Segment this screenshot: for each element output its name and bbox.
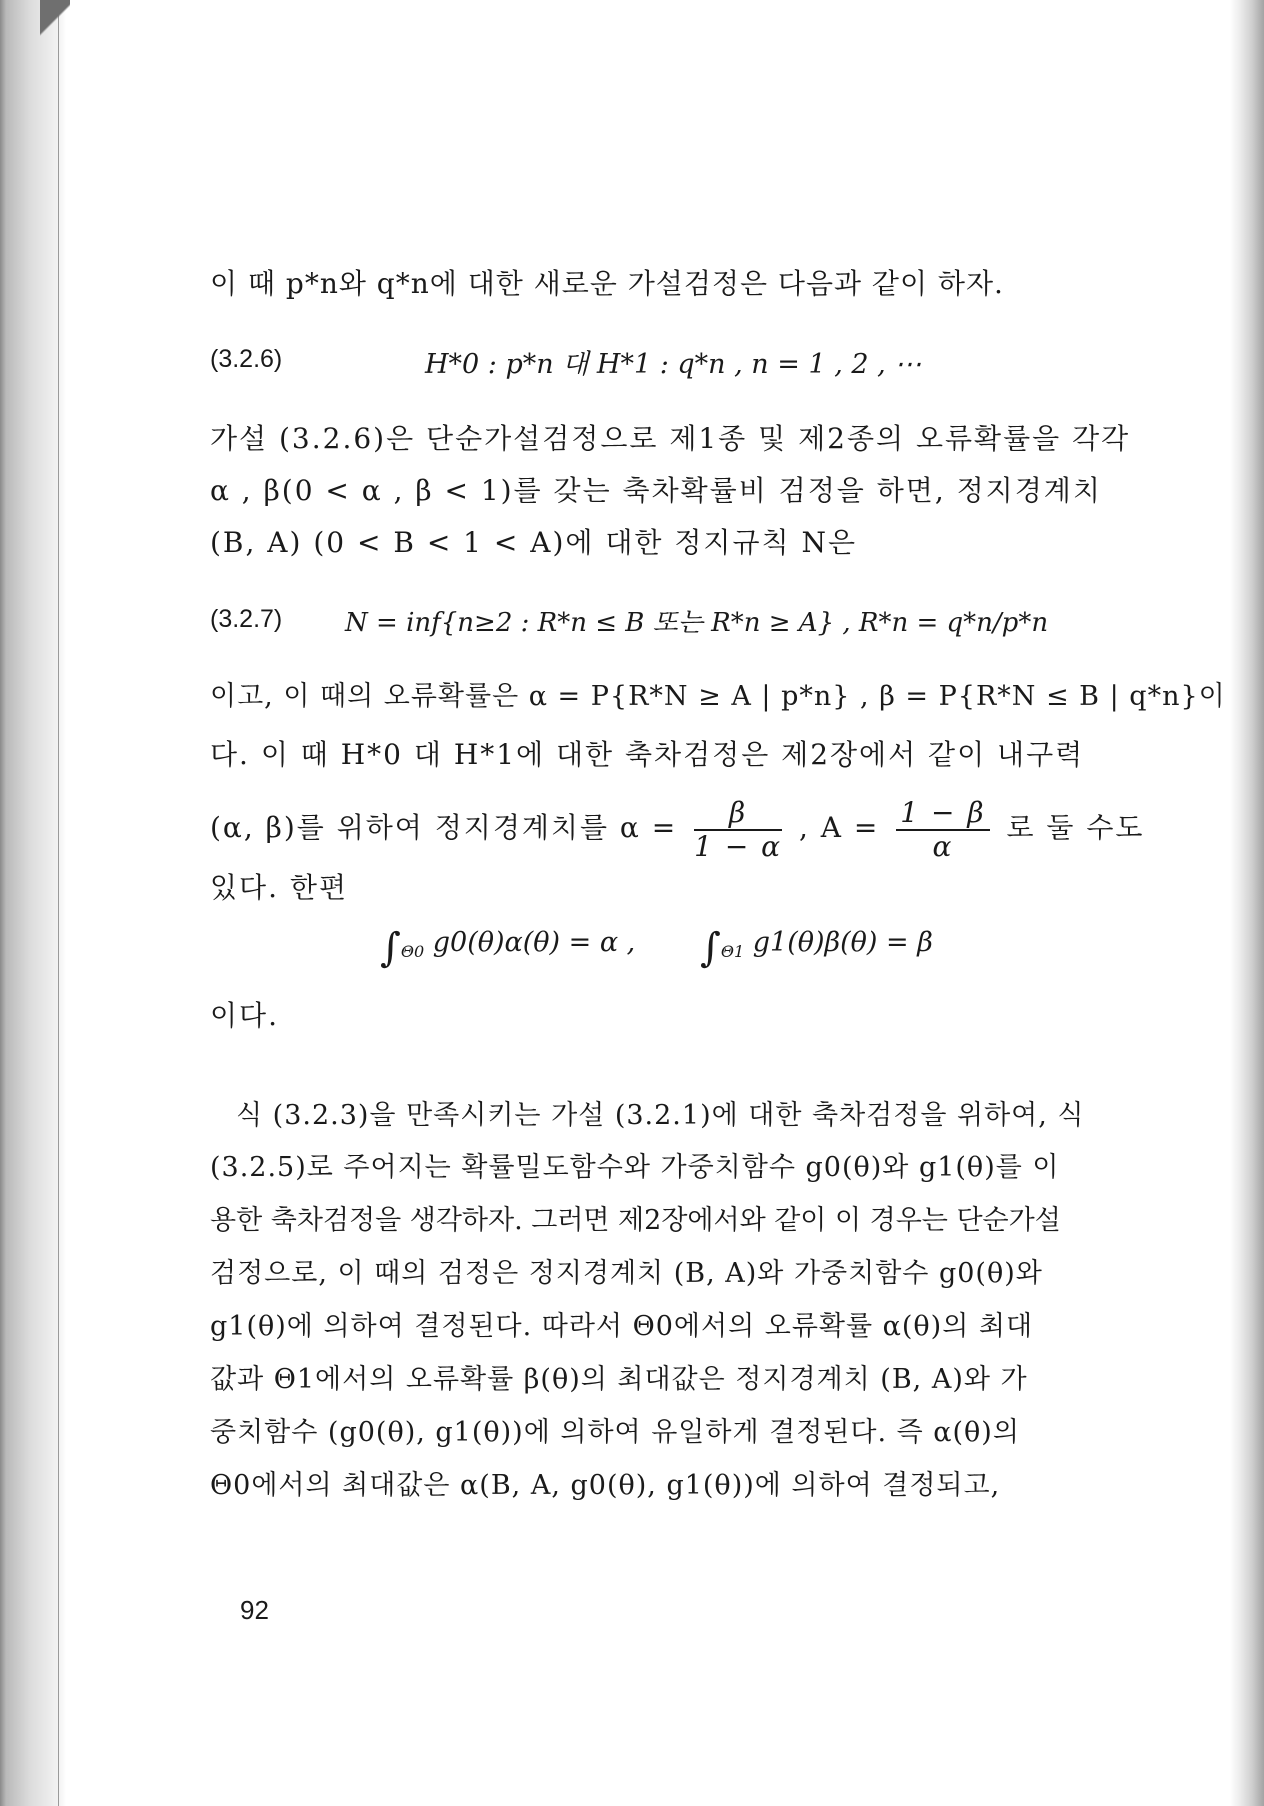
paragraph-5-line-5: g1(θ)에 의하여 결정된다. 따라서 Θ0에서의 오류확률 α(θ)의 최대	[210, 1311, 1034, 1342]
integral-left	[380, 925, 635, 971]
paragraph-2-line-2: α , β(0 < α , β < 1)를 갖는 축차확률비 검정을 하면, 정지경계치	[210, 474, 1102, 507]
line-3-post: 로 둘 수도	[1006, 811, 1145, 844]
paragraph-4-line-1: 이다.	[210, 999, 279, 1032]
page-number: 92	[240, 1595, 269, 1625]
paragraph-5-line-3: 용한 축차검정을 생각하자. 그러면 제2장에서와 같이 이 경우는 단순가설	[210, 1205, 1061, 1236]
integral-domain: Θ1	[720, 942, 745, 961]
integral-left-body: g0(θ)α(θ) = α ,	[432, 927, 636, 958]
paragraph-5-line-2: (3.2.5)로 주어지는 확률밀도함수와 가중치함수 g0(θ)와 g1(θ)를 이	[210, 1152, 1060, 1183]
integral-symbol: ∫	[700, 925, 721, 971]
paragraph-5-line-1: 식 (3.2.3)을 만족시키는 가설 (3.2.1)에 대한 축차검정을 위하여, 식	[236, 1100, 1085, 1131]
paragraph-5-line-7: 중치함수 (g0(θ), g1(θ))에 의하여 유일하게 결정된다. 즉 α(θ)의	[210, 1417, 1020, 1448]
paragraph-3-line-3	[210, 793, 1144, 863]
fraction-numerator: 1 − β	[896, 797, 989, 831]
paragraph-5-line-4: 검정으로, 이 때의 검정은 정지경계치 (B, A)와 가중치함수 g0(θ)와	[210, 1258, 1043, 1289]
paragraph-5-line-8: Θ0에서의 최대값은 α(B, A, g0(θ), g1(θ))에 의하여 결정되고,	[210, 1470, 1001, 1501]
equation-number: (3.2.6)	[210, 345, 283, 373]
page-left-edge	[10, 0, 59, 1806]
paragraph-3-line-1: 이고, 이 때의 오류확률은 α = P{R*N ≥ A | p*n} , β = P{R*N ≤ B | q*n}이	[210, 681, 1226, 712]
fraction-denominator: 1 − α	[694, 829, 783, 863]
fraction-denominator: α	[932, 829, 954, 863]
fraction-A	[896, 797, 989, 863]
fraction-numerator: β	[694, 797, 782, 831]
page-right-shadow	[1230, 0, 1264, 1806]
fraction-alpha	[694, 797, 782, 863]
paragraph-5-line-6: 값과 Θ1에서의 오류확률 β(θ)의 최대값은 정지경계치 (B, A)와 가	[210, 1364, 1028, 1395]
paragraph-2-line-3: (B, A) (0 < B < 1 < A)에 대한 정지규칙 N은	[210, 526, 857, 559]
equation-body: H*0 : p*n 대 H*1 : q*n , n = 1 , 2 , ⋯	[425, 349, 922, 380]
equation-number: (3.2.7)	[210, 605, 283, 633]
line-3-mid: , A =	[799, 811, 880, 844]
integral-right-body: g1(θ)β(θ) = β	[752, 927, 933, 958]
paragraph-3-line-4: 있다. 한편	[210, 871, 348, 904]
integral-right	[700, 925, 933, 971]
equation-body: N = inf{n≥2 : R*n ≤ B 또는 R*n ≥ A} , R*n = q*n/p*n	[345, 608, 1049, 638]
paragraph-3-line-2: 다. 이 때 H*0 대 H*1에 대한 축차검정은 제2장에서 같이 내구력	[210, 738, 1085, 771]
integral-domain: Θ0	[400, 942, 425, 961]
page-corner-fold	[40, 0, 70, 40]
line-3-pre: (α, β)를 위하여 정지경계치를 α =	[210, 811, 678, 844]
paragraph-2-line-1: 가설 (3.2.6)은 단순가설검정으로 제1종 및 제2종의 오류확률을 각각	[210, 422, 1131, 455]
paragraph-1-line-1: 이 때 p*n와 q*n에 대한 새로운 가설검정은 다음과 같이 하자.	[210, 267, 1004, 300]
integral-symbol: ∫	[380, 925, 401, 971]
